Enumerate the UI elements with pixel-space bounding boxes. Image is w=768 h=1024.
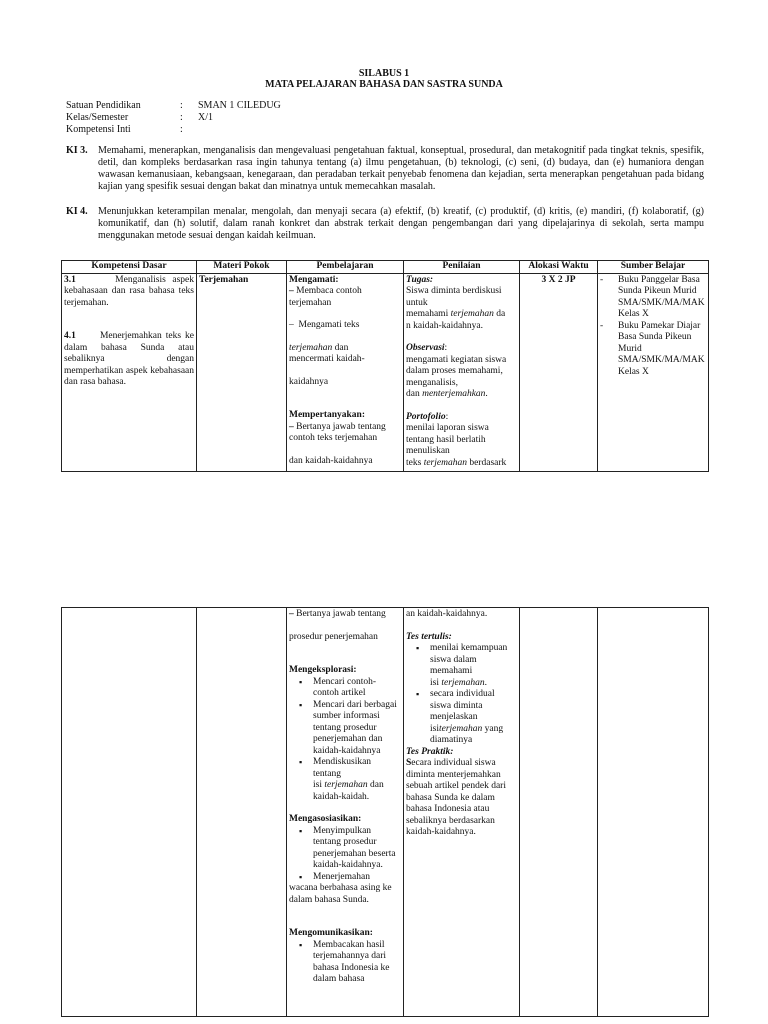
ki3-code: KI 3. [66, 145, 88, 156]
header-sumber-belajar: Sumber Belajar [598, 261, 709, 274]
document-title-line2: MATA PELAJARAN BAHASA DAN SASTRA SUNDA [265, 79, 503, 90]
tes-praktik-heading: Tes Praktik: [406, 746, 454, 757]
document-title-line1: SILABUS 1 [358, 68, 410, 79]
sumber-item: - Buku Panggelar Basa Sunda Pikeun Murid SMA/SMK/MA/MAK Kelas X [600, 274, 705, 319]
syllabus-table-part1 [61, 260, 709, 472]
tes-tertulis-list [406, 643, 517, 747]
sumber-item: - Buku Pamekar Diajar Basa Sunda Pikeun Murid SMA/SMK/MA/MAK Kelas X [600, 320, 705, 377]
identity-label: Kelas/Semester [66, 112, 129, 123]
cell-pembelajaran: Mengamati: – Membaca contoh terjemahan – Mengamati teks terjemahan dan mencermati kaidah- kaidahnya Mempertanyakan: – Bertanya jawab tentang contoh teks terjemahan dan kaidah-kaidahnya [287, 273, 404, 472]
list-item: ▪ Mencari dari berbagai sumber informasi tentang prosedur penerjemahan dan kaidah-kaidahnya [313, 700, 401, 758]
identity-value: X/1 [198, 112, 213, 123]
mengomunikasikan-heading: Mengomunikasikan: [289, 928, 373, 938]
tes-tertulis-heading: Tes tertulis: [406, 631, 452, 642]
mengamati-heading: Mengamati: [289, 274, 339, 285]
header-kompetensi-dasar: Kompetensi Dasar [62, 261, 197, 274]
list-item: ▪ Menerjemahan [313, 872, 401, 884]
cell-kompetensi-dasar [62, 273, 197, 472]
list-item: ▪ Mencari contoh-contoh artikel [313, 677, 401, 700]
list-item: ▪ Mendiskusikan tentang isi terjemahan dan kaidah-kaidah. [313, 757, 401, 803]
list-item: ▪ menilai kemampuan siswa dalam memahami isi terjemahan. [430, 643, 517, 689]
mengeksplorasi-heading: Mengeksplorasi: [289, 665, 357, 675]
identity-label: Satuan Pendidikan [66, 100, 141, 111]
cell-sumber-belajar [598, 608, 709, 1017]
identity-label: Kompetensi Inti [66, 124, 131, 135]
kd-4-1: 4.1 Menerjemahkan teks ke dalam bahasa Sunda atau sebaliknya dengan memperhatikan aspek kebahasaan dan rasa bahasa. [64, 331, 194, 387]
cell-kompetensi-dasar [62, 608, 197, 1017]
cell-materi-pokok [197, 608, 287, 1017]
mempertanyakan-heading: Mempertanyakan: [289, 410, 365, 420]
ki4-text: Menunjukkan keterampilan menalar, mengolah, dan menyaji secara (a) efektif, (b) kreatif, (c) produktif, (d) kritis, (e) mandiri, (f) kolaboratif, (g) komunikatif, dan (h) solutif, dalam ranah konkret dan abstrak terkait dengan pengembangan dari yang dipelajarinya di sekolah, serta mampu menggunakan metode sesuai dengan kaidah keilmuan. [98, 206, 704, 241]
cell-penilaian: an kaidah-kaidahnya. Tes tertulis: ▪ menilai kemampuan siswa dalam memahami isi terjemahan. ▪ secara individual siswa diminta menjelaskan isiterjemahan yang diamatinya Tes Praktik: Secara individual siswa diminta menterjemahkan sebuah artikel pendek dari bahasa Sunda ke dalam bahasa Indonesia atau sebaliknya berdasarkan kaidah-kaidahnya. [404, 608, 520, 1017]
cell-penilaian: Tugas: Siswa diminta berdiskusi untuk memahami terjemahan da n kaidah-kaidahnya. Observasi: mengamati kegiatan siswa dalam proses memahami, menganalisis, dan menterjemahkan. Portofolio: menilai laporan siswa tentang hasil berlatih menuliskan teks terjemahan berdasark [404, 273, 520, 472]
header-alokasi-waktu: Alokasi Waktu [520, 261, 598, 274]
cell-alokasi-waktu [520, 608, 598, 1017]
cell-materi-pokok: Terjemahan [197, 273, 287, 472]
list-item: – Bertanya jawab tentang [289, 609, 386, 619]
cell-alokasi-waktu: 3 X 2 JP [520, 273, 598, 472]
kd-3-1: 3.1 Menganalisis aspek kebahasaan dan rasa bahasa teks terjemahan. [64, 274, 194, 308]
portofolio-heading: Portofolio: [406, 411, 449, 422]
observasi-heading: Observasi: [406, 343, 448, 353]
mengasosiasikan-heading: Mengasosiasikan: [289, 814, 362, 824]
list-item: ▪ secara individual siswa diminta menjelaskan isiterjemahan yang diamatinya [430, 689, 517, 747]
list-item: – Bertanya jawab tentang [289, 421, 386, 432]
syllabus-table-part2 [61, 607, 709, 1017]
list-item: – Membaca contoh [289, 286, 362, 296]
list-item: ▪ Menyimpulkan tentang prosedur penerjemahan beserta kaidah-kaidahnya. [313, 826, 401, 872]
cell-sumber-belajar [598, 273, 709, 472]
header-penilaian: Penilaian [404, 261, 520, 274]
header-pembelajaran: Pembelajaran [287, 261, 404, 274]
table-header-row [62, 261, 709, 274]
table-row [62, 608, 709, 1017]
identity-value: SMAN 1 CILEDUG [198, 100, 281, 111]
list-item: – Mengamati teks [289, 320, 360, 330]
ki4-code: KI 4. [66, 206, 88, 217]
ki3-text: Memahami, menerapkan, menganalisis dan mengevaluasi pengetahuan faktual, konseptual, prosedural, dan metakognitif pada tingkat teknis, spesifik, detil, dan kompleks berdasarkan rasa ingin tahunya tentang (a) ilmu pengetahuan, (b) teknologi, (c) seni, (d) budaya, dan (e) humaniora dengan wawasan kemanusiaan, kebangsaan, kenegaraan, dan peradaban terkait penyebab fenomena dan kejadian, serta menerapkan pengetahuan pada bidang kajian yang spesifik sesuai dengan bakat dan minatnya untuk memecahkan masalah. [98, 145, 704, 192]
list-item: ▪ Membacakan hasil terjemahannya dari bahasa Indonesia ke dalam bahasa [313, 940, 401, 986]
tugas-heading: Tugas: [406, 274, 434, 285]
cell-pembelajaran: – Bertanya jawab tentang prosedur penerjemahan Mengeksplorasi: ▪ Mencari contoh-contoh artikel ▪ Mencari dari berbagai sumber informasi tentang prosedur penerjemahan dan kaidah-kaidahnya ▪ Mendiskusikan tentang isi terjemahan dan kaidah-kaidah. Mengasosiasikan: ▪ Menyimpulkan tentang prosedur penerjemahan beserta kaidah-kaidahnya. ▪ Menerjemahan wacana berbahasa asing ke dalam bahasa Sunda. Mengomunikasikan: ▪ Membacakan hasil terjemahannya dari bahasa Indonesia ke dalam bahasa [287, 608, 404, 1017]
asosiasi-list [289, 826, 401, 884]
eksplorasi-list [289, 677, 401, 804]
komunikasi-list [289, 940, 401, 986]
header-materi-pokok: Materi Pokok [197, 261, 287, 274]
table-row [62, 273, 709, 472]
